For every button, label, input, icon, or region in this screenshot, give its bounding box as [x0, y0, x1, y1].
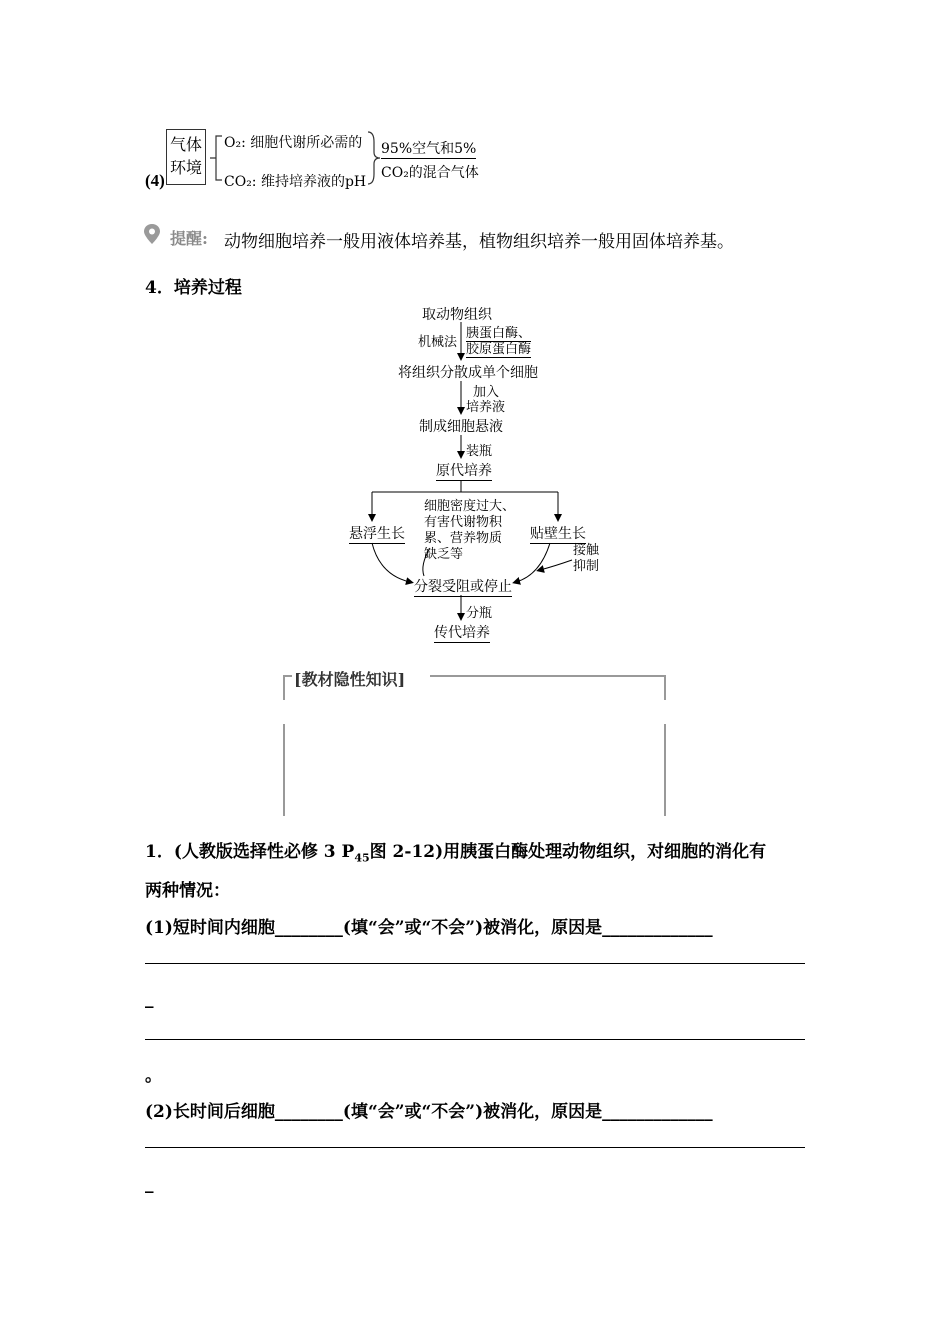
result-line1: 95%空气和5% — [381, 138, 476, 159]
q1-line2: 两种情况： — [145, 881, 230, 901]
section-title: 4．培养过程 — [145, 278, 242, 298]
flow-contact2: 抑制 — [573, 559, 600, 574]
flow-reason4: 缺乏等 — [424, 547, 464, 562]
q1-page-sub: 45 — [354, 851, 370, 865]
bracket-close: ] — [397, 670, 406, 689]
co2-line: CO₂: 维持培养液的pH — [224, 174, 367, 190]
gas-box-line1: 气体 — [169, 135, 202, 154]
flow-step3: 制成细胞悬液 — [419, 419, 503, 435]
flow-step1: 取动物组织 — [422, 307, 492, 323]
q1-line1 — [145, 837, 766, 864]
q1-part1: (1)短时间内细胞________(填“会”或“不会”)被消化，原因是_____________ — [145, 918, 713, 938]
result-line2: CO₂的混合气体 — [381, 165, 479, 181]
flow-step5: 分裂受阻或停止 — [414, 576, 512, 597]
o2-line: O₂: 细胞代谢所必需的 — [224, 135, 363, 151]
answer-line — [145, 1147, 805, 1148]
tip-text: 动物细胞培养一般用液体培养基，植物组织培养一般用固体培养基。 — [224, 232, 734, 252]
flow-split: 分瓶 — [466, 606, 493, 621]
answer-line — [145, 1039, 805, 1040]
answer-line — [145, 963, 805, 964]
flow-step2-text: 将组织分散成单个细胞 — [398, 365, 538, 381]
flow-adherent: 贴壁生长 — [530, 523, 586, 544]
item-number: (4) — [145, 171, 165, 190]
flow-step4: 原代培养 — [436, 460, 492, 481]
tip-label: 提醒: — [170, 229, 208, 248]
flow-add1: 加入 — [473, 385, 500, 400]
bracket-open: [ — [294, 670, 302, 689]
hidden-knowledge-title-text: 教材隐性知识 — [301, 670, 398, 689]
flow-add2: 培养液 — [466, 400, 506, 415]
q1-line1-a: 1．(人教版选择性必修 3 P — [145, 842, 355, 862]
flow-reason2: 有害代谢物积 — [424, 515, 503, 530]
flow-reason3: 累、营养物质 — [424, 531, 503, 546]
flow-step6: 传代培养 — [434, 622, 490, 643]
flow-suspend: 悬浮生长 — [349, 523, 405, 544]
flow-contact1: 接触 — [573, 543, 600, 558]
gas-box-line2: 环境 — [169, 158, 202, 177]
flow-method-right1: 胰蛋白酶、 — [466, 322, 531, 342]
q1-line1-b: 图 2-12)用胰蛋白酶处理动物组织，对细胞的消化有 — [369, 842, 767, 862]
q1-part1-tail1: _ — [145, 989, 154, 1009]
q1-part2-tail1: _ — [145, 1174, 154, 1194]
flow-method-right2: 胶原蛋白酶 — [466, 338, 531, 358]
flow-bottle: 装瓶 — [466, 444, 493, 459]
flow-method-left: 机械法 — [418, 335, 458, 350]
q1-part2: (2)长时间后细胞________(填“会”或“不会”)被消化，原因是_____________ — [145, 1102, 713, 1122]
hidden-knowledge-title — [294, 667, 405, 690]
flow-reason1: 细胞密度过大、 — [424, 499, 516, 514]
q1-part1-tail2: 。 — [145, 1066, 162, 1086]
